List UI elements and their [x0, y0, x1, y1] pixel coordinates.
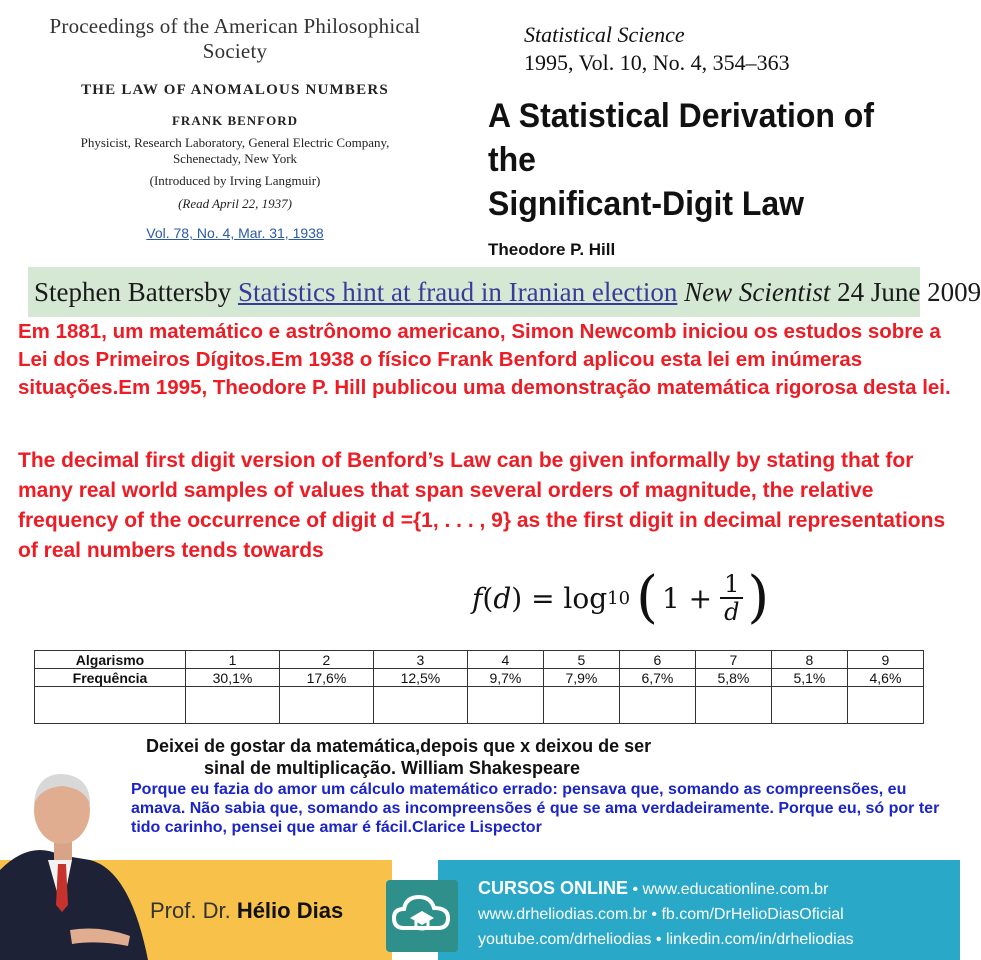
professor-title: Prof. Dr. — [150, 898, 231, 923]
cloud-education-logo — [386, 880, 458, 952]
table-header-label: Algarismo — [35, 651, 186, 669]
table-frequency: 7,9% — [543, 669, 619, 687]
benford-author: FRANK BENFORD — [171, 113, 299, 128]
paragraph-english: The decimal first digit version of Benford’s Law can be given informally by stating that for many real world samples of values that span several orders of magnitude, the relative frequency of the occurrence of digit d ={1, . . . , 9} as the first digit in decimal representations of real numbers tends towards — [18, 449, 946, 562]
website-link[interactable]: www.drheliodias.com.br — [478, 906, 647, 923]
paragraph-portuguese: Em 1881, um matemático e astrônomo americano, Simon Newcomb iniciou os estudos sobre a Lei dos Primeiros Dígitos.Em 1938 o físico Frank Benford aplicou esta lei em inúmeras situações.Em 1995, Theodore P. Hill publicou uma demonstração matemática rigorosa desta lei. — [18, 320, 951, 399]
benford-journal: Proceedings of the American Philosophical Society — [49, 14, 421, 63]
presenter-portrait — [0, 760, 150, 960]
hill-author: Theodore P. Hill — [488, 240, 616, 259]
footer-line-2 — [478, 902, 854, 927]
table-digit: 6 — [619, 651, 695, 669]
education-site-link[interactable]: www.educationline.com.br — [642, 881, 829, 898]
table-digit: 2 — [279, 651, 373, 669]
hill-volume: 1995, Vol. 10, No. 4, 354–363 — [524, 50, 790, 75]
youtube-link[interactable]: youtube.com/drheliodias — [478, 931, 652, 948]
table-frequency-row — [35, 669, 924, 687]
benford-read-date: (Read April 22, 1937) — [178, 196, 292, 211]
hill-title — [488, 94, 920, 226]
table-empty-row — [35, 687, 924, 724]
table-digit: 8 — [771, 651, 847, 669]
benford-volume-link[interactable]: Vol. 78, No. 4, Mar. 31, 1938 — [146, 225, 324, 241]
table-header-row — [35, 651, 924, 669]
formula-open-paren: ( — [636, 565, 658, 630]
table-digit: 7 — [695, 651, 771, 669]
bullet: • — [651, 906, 658, 923]
formula-lhs: f(d) = log — [472, 581, 608, 615]
footer-line-1 — [478, 876, 854, 902]
benford-affiliation — [20, 135, 450, 167]
quote-shakespeare-line-2: sinal de multiplicação. William Shakespeare — [204, 758, 580, 778]
table-digit: 9 — [847, 651, 923, 669]
professor-surname: Hélio Dias — [236, 898, 344, 923]
benford-affiliation-line-1: Physicist, Research Laboratory, General Electric Company, — [80, 135, 390, 150]
formula-denominator: d — [724, 598, 740, 626]
table-frequency: 6,7% — [619, 669, 695, 687]
table-digit: 4 — [467, 651, 543, 669]
table-frequency: 12,5% — [373, 669, 467, 687]
hill-journal: Statistical Science — [524, 22, 685, 47]
table-frequency: 30,1% — [186, 669, 280, 687]
footer-line-3 — [478, 927, 854, 952]
quote-shakespeare-line-1: Deixei de gostar da matemática,depois que x deixou de ser — [146, 736, 652, 756]
benford-paper-header — [20, 14, 450, 241]
table-row-label: Frequência — [35, 669, 186, 687]
table-frequency: 5,1% — [771, 669, 847, 687]
table-digit: 5 — [543, 651, 619, 669]
cloud-icon — [386, 880, 458, 952]
professor-name — [150, 898, 343, 924]
benford-affiliation-line-2: Schenectady, New York — [172, 151, 298, 166]
banner-author: Stephen Battersby — [34, 277, 232, 307]
quote-clarice: Porque eu fazia do amor um cálculo matemático errado: pensava que, somando as compreensões, eu amava. Não sabia que, somando as incompreensões é que se ama verdadeiramente. Porque eu, só por ter tido carinho, pensei que amar é fácil.Clarice Lispector — [131, 781, 940, 836]
table-digit: 1 — [186, 651, 280, 669]
footer-links — [478, 876, 854, 952]
benford-formula — [472, 565, 770, 630]
table-frequency: 5,8% — [695, 669, 771, 687]
table-frequency: 4,6% — [847, 669, 923, 687]
quote-shakespeare — [146, 735, 651, 779]
formula-fraction — [720, 571, 743, 625]
benford-introduced: (Introduced by Irving Langmuir) — [149, 173, 321, 188]
table-digit: 3 — [373, 651, 467, 669]
bullet: • — [632, 881, 639, 898]
benford-title: THE LAW OF ANOMALOUS NUMBERS — [81, 82, 389, 98]
table-frequency: 9,7% — [467, 669, 543, 687]
courses-label: CURSOS ONLINE — [478, 878, 629, 898]
table-frequency: 17,6% — [279, 669, 373, 687]
hill-title-line-2: Significant-Digit Law — [488, 185, 805, 223]
formula-subscript: 10 — [607, 587, 631, 609]
bullet: • — [655, 931, 662, 948]
new-scientist-banner — [28, 267, 981, 317]
hill-paper-header — [488, 22, 948, 260]
formula-close-paren: ) — [747, 565, 770, 630]
formula-numerator: 1 — [720, 571, 743, 599]
banner-article-link[interactable]: Statistics hint at fraud in Iranian election — [237, 277, 678, 307]
linkedin-link[interactable]: linkedin.com/in/drheliodias — [665, 931, 854, 948]
formula-one-plus: 1 + — [661, 581, 713, 615]
banner-magazine: New Scientist — [684, 277, 831, 307]
frequency-table — [34, 650, 924, 724]
banner-date: 24 June 2009 — [837, 277, 981, 307]
hill-title-line-1: A Statistical Derivation of the — [488, 97, 874, 179]
facebook-link[interactable]: fb.com/DrHelioDiasOficial — [661, 906, 844, 923]
